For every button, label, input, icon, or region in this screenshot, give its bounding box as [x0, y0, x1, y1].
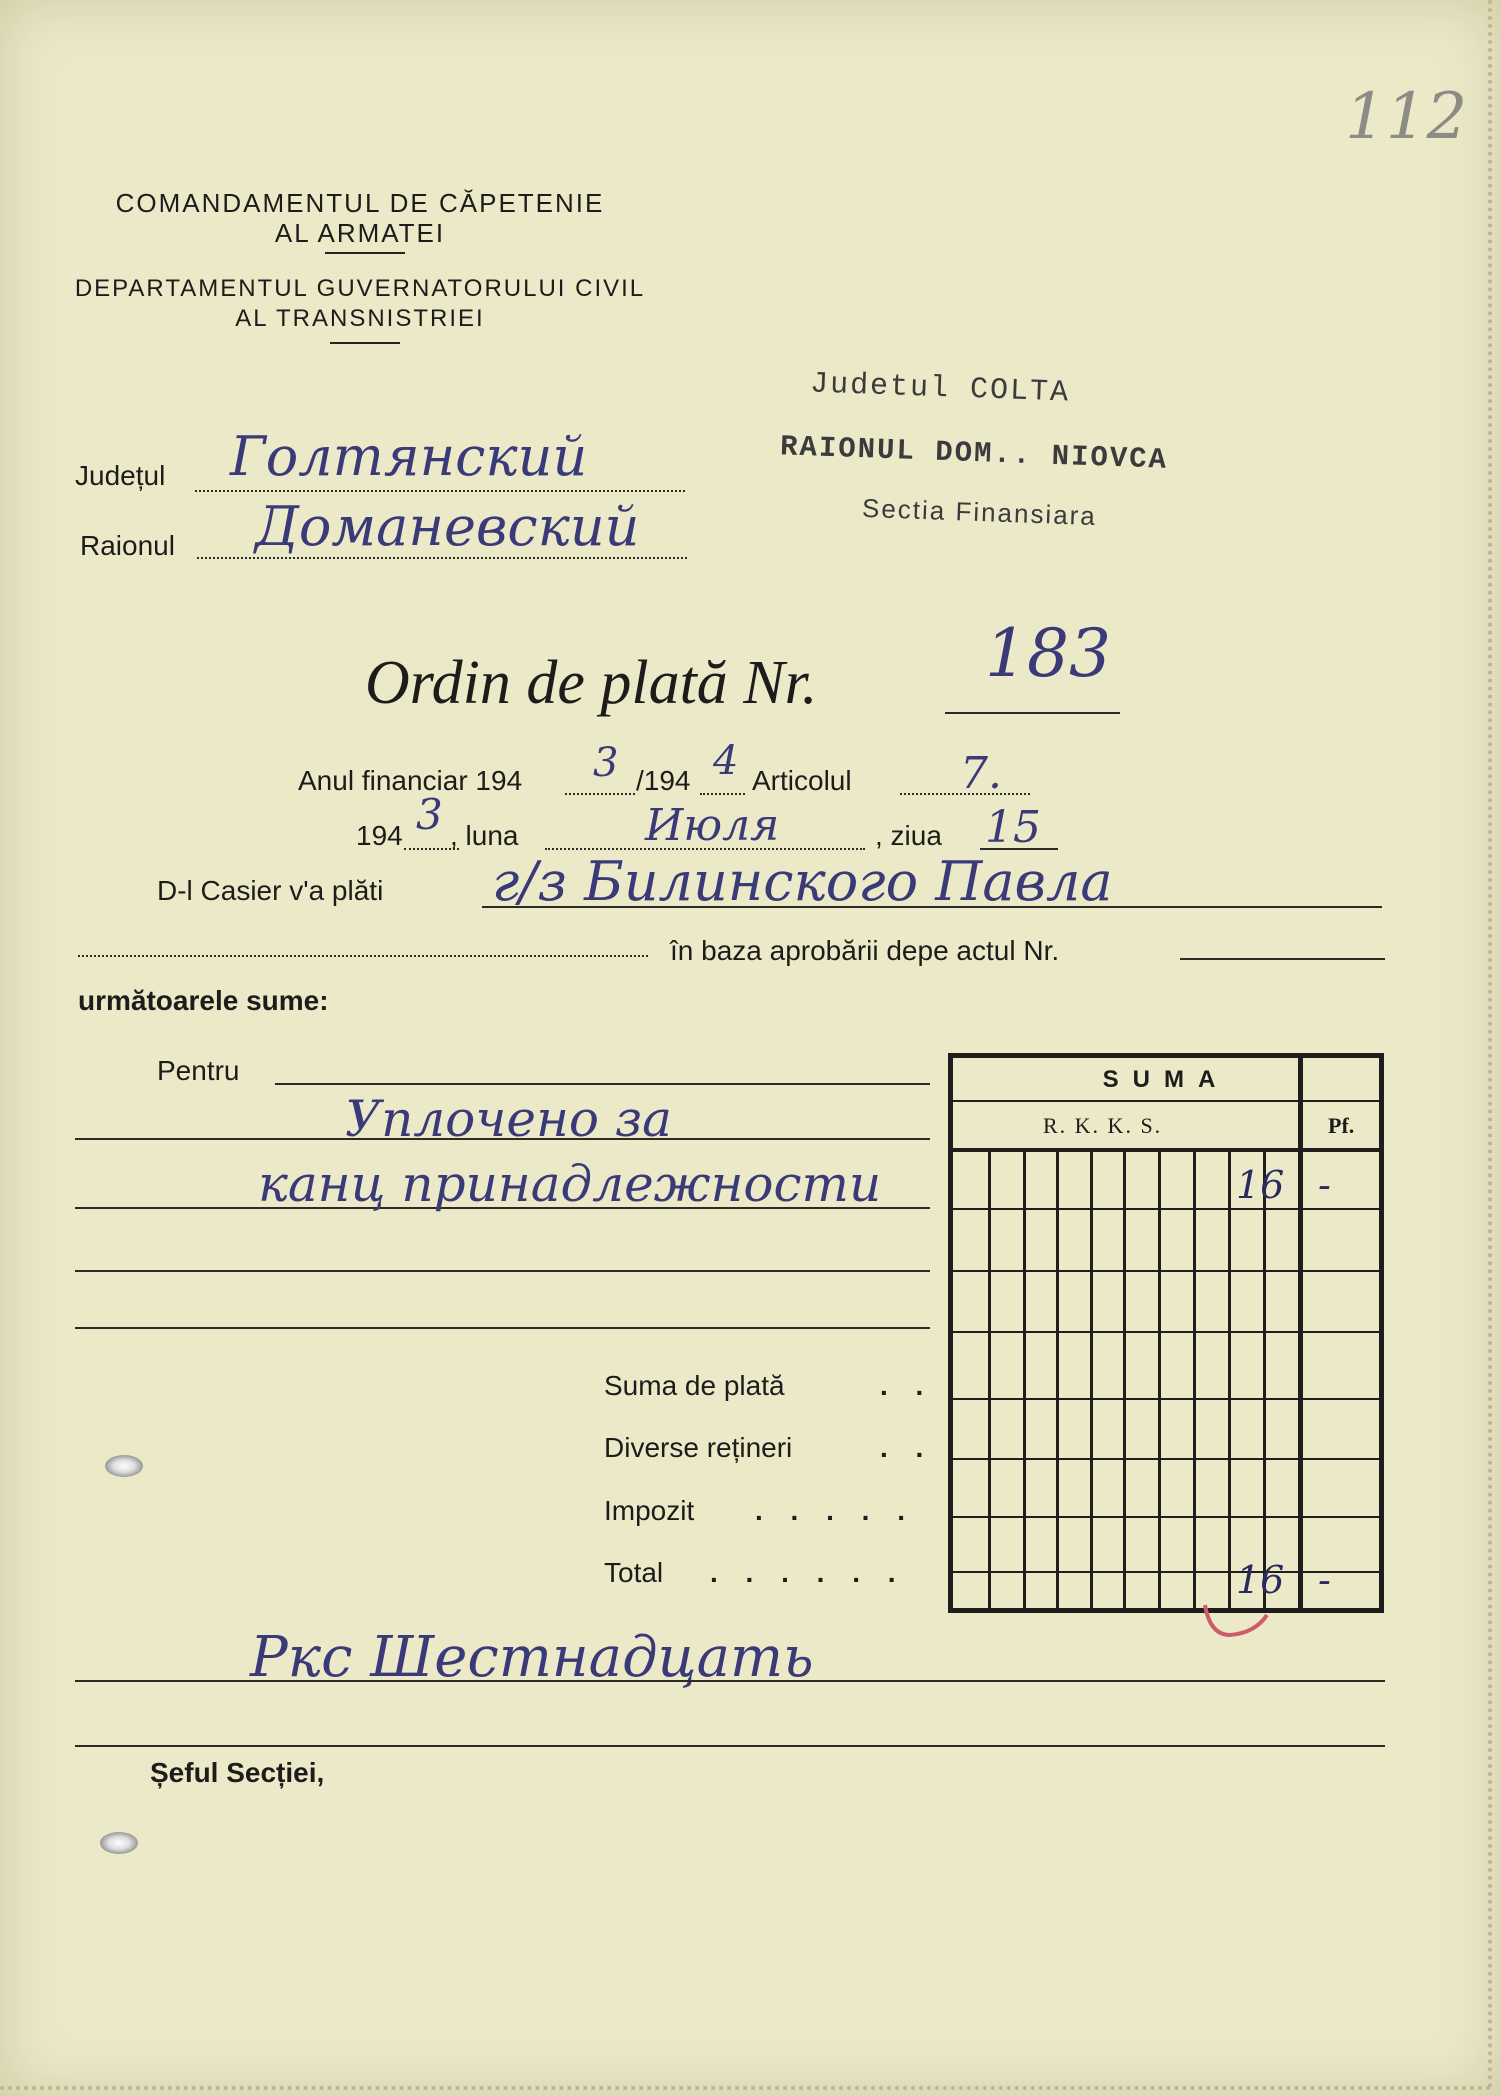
digit-col-7 — [1193, 1148, 1196, 1608]
document-title: Ordin de plată Nr. — [365, 649, 818, 717]
impozit-label: Impozit — [604, 1495, 695, 1526]
total-label: Total — [604, 1557, 664, 1588]
col-pf-header: Pf. — [1328, 1113, 1355, 1138]
pentru-line-0 — [275, 1083, 930, 1085]
baza-number-line — [1180, 958, 1385, 960]
suma-table — [948, 1053, 1384, 1613]
suma-row-5 — [953, 1458, 1379, 1460]
pentru-value-2: канц принадлежности — [258, 1155, 882, 1213]
second-words-line — [75, 1745, 1385, 1747]
suma-row-7 — [953, 1571, 1379, 1573]
articol-value: 7. — [960, 748, 1002, 799]
stamp-line-3: Sectia Finansiara — [861, 492, 1098, 532]
raion-value: Доманевский — [255, 495, 640, 558]
row1-amount: 16 — [1236, 1163, 1285, 1207]
judet-line — [195, 490, 685, 492]
pentru-label: Pentru — [157, 1055, 240, 1086]
total-pf: - — [1318, 1558, 1331, 1602]
archive-page-number: 112 — [1345, 80, 1468, 154]
ziua-label: , ziua — [875, 820, 942, 851]
header-divider-1 — [325, 252, 405, 254]
baza-text: în baza aprobării depe actul Nr. — [670, 935, 1060, 966]
digit-col-1 — [988, 1148, 991, 1608]
stamp-line-1: Judetul COLTA — [809, 367, 1071, 411]
title-number-line — [945, 712, 1120, 714]
dots-1: . . — [880, 1370, 934, 1401]
anul-year2-line — [700, 793, 745, 795]
stamp-line-2: RAIONUL DOM.. NIOVCA — [779, 430, 1169, 477]
signature-label: Șeful Secției, — [150, 1757, 325, 1788]
col-rkks-header: R. K. K. S. — [1043, 1113, 1163, 1138]
ziua-value: 15 — [985, 802, 1041, 853]
suma-row-2 — [953, 1270, 1379, 1272]
suma-de-plata-label: Suma de plată — [604, 1370, 785, 1401]
digit-col-5 — [1123, 1148, 1126, 1608]
header-divider-2 — [330, 342, 400, 344]
header-line-3: DEPARTAMENTUL GUVERNATORULUI CIVIL — [74, 275, 646, 302]
diverse-retineri-label: Diverse rețineri — [604, 1432, 793, 1463]
dots-4: . . . . . . — [710, 1557, 906, 1588]
header-line-1: COMANDAMENTUL DE CĂPETENIE — [115, 188, 605, 218]
suma-row-1 — [953, 1208, 1379, 1210]
sume-text: următoarele sume: — [78, 985, 329, 1016]
year-suffix: 3 — [416, 790, 443, 839]
pentru-line-4 — [75, 1327, 930, 1329]
punch-hole-1 — [105, 1455, 143, 1477]
digit-col-4 — [1090, 1148, 1093, 1608]
suma-col-header-rule — [953, 1148, 1379, 1152]
header-line-4: AL TRANSNISTRIEI — [235, 305, 485, 332]
casier-label: D-l Casier v'a plăti — [157, 875, 384, 906]
pentru-line-3 — [75, 1270, 930, 1272]
suma-header-rule — [953, 1100, 1379, 1102]
red-check-mark — [1195, 1575, 1275, 1650]
year-prefix: 194 — [356, 820, 403, 851]
suma-header: SUMA — [1102, 1066, 1230, 1093]
digit-col-3 — [1056, 1148, 1059, 1608]
raion-label: Raionul — [80, 530, 175, 561]
suma-row-6 — [953, 1516, 1379, 1518]
digit-col-6 — [1158, 1148, 1161, 1608]
dots-3: . . . . . — [755, 1495, 916, 1526]
total-amount: 16 — [1236, 1558, 1285, 1602]
order-number: 183 — [985, 615, 1111, 692]
anul-year1: 3 — [593, 740, 619, 786]
anul-label: Anul financiar 194 — [298, 765, 523, 796]
casier-value: г/з Билинского Павла — [492, 850, 1113, 913]
luna-value: Июля — [645, 800, 780, 851]
judet-label: Județul — [75, 460, 166, 491]
amount-in-words: Ркс Шестнадцать — [250, 1625, 814, 1690]
punch-hole-2 — [100, 1832, 138, 1854]
pentru-value-1: Уплочено за — [345, 1090, 672, 1148]
anul-sep: /194 — [636, 765, 691, 796]
luna-label: , luna — [450, 820, 519, 851]
row1-pf: - — [1318, 1163, 1331, 1207]
amount-words-line — [75, 1680, 1385, 1682]
suma-row-4 — [953, 1398, 1379, 1400]
baza-blank-line — [78, 955, 648, 957]
pf-divider — [1298, 1058, 1303, 1608]
digit-col-9 — [1263, 1148, 1266, 1608]
judet-value: Голтянский — [230, 425, 588, 488]
digit-col-8 — [1228, 1148, 1231, 1608]
digit-col-2 — [1023, 1148, 1026, 1608]
dots-2: . . — [880, 1432, 934, 1463]
suma-row-3 — [953, 1331, 1379, 1333]
anul-year2: 4 — [713, 738, 739, 784]
anul-year1-line — [565, 793, 635, 795]
header-line-2: AL ARMATEI — [274, 218, 446, 248]
articol-label: Articolul — [752, 765, 852, 796]
